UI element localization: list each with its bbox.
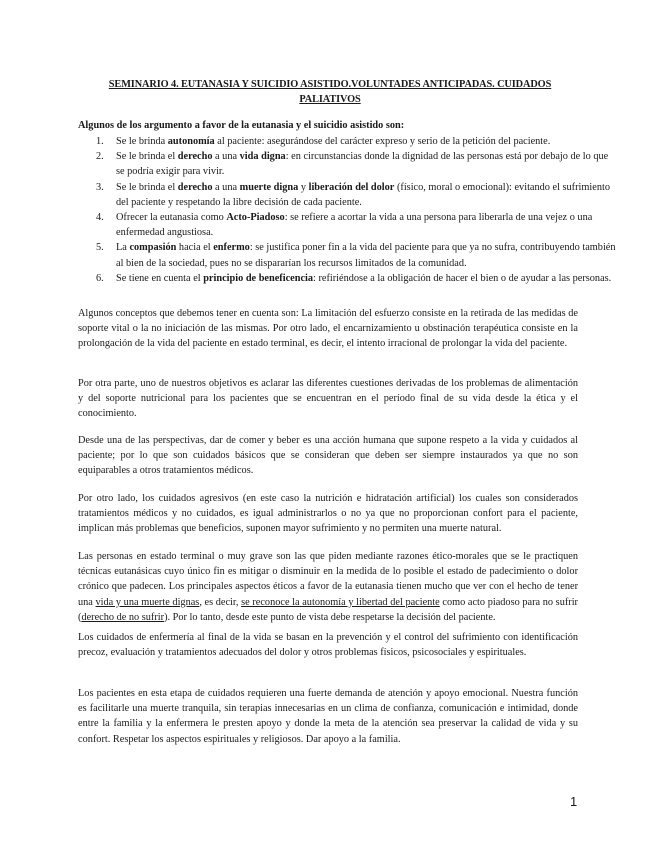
bold-term: Acto-Piadoso [226, 212, 285, 224]
text: La [116, 242, 130, 254]
section-heading: Algunos de los argumento a favor de la eutanasia y el suicidio asistido son: [78, 120, 405, 131]
paragraph-concepts: Algunos conceptos que debemos tener en cuenta son: La limitación del esfuerzo consiste en la retirada de las medidas de soporte vital o la no iniciación de las mismas. Por otro lado, el encarnizamiento u obstinación terapéutica consiste en la prolongación de la vida del paciente en estado terminal, es decir, el intento irracional de prolongar la vida del paciente. [78, 308, 578, 350]
paragraph-terminal-patients [78, 549, 578, 625]
text: Se le brinda el [116, 151, 178, 163]
text: a una [212, 151, 240, 163]
text: : se refiere a acortar la vida a una persona para liberarla de una vejez o una enfermedad angustiosa. [116, 212, 593, 239]
list-item [96, 271, 616, 286]
text: a una [212, 181, 240, 193]
bold-term: autonomía [167, 136, 215, 147]
list-number: 1. [96, 136, 104, 147]
bold-term: principio de beneficencia [203, 272, 314, 284]
text: al paciente: asegurándose del carácter expreso y serio de la petición del paciente. [214, 136, 551, 147]
text: Se tiene en cuenta el [116, 272, 204, 284]
text: : refiriéndose a la obligación de hacer el bien o de ayudar a las personas. [313, 272, 612, 284]
underlined-text: derecho de no sufrir [81, 611, 165, 623]
paragraph-patient-support: Los pacientes en esta etapa de cuidados requieren una fuerte demanda de atención y apoyo emocional. Nuestra función es facilitarle una muerte tranquila, sin terapias innecesarias en un clima de confianza, comunicación e intimidad, donde entre la familia y la enfermera le presten apoyo y donde la meta de la atención sea preservar la calidad de vida y su confort. Respetar los aspectos espirituales y religiosos. Dar apoyo a la familia. [78, 688, 578, 745]
list-item [96, 134, 616, 149]
bold-term: derecho [177, 181, 213, 193]
bold-term: liberación del dolor [308, 181, 395, 193]
list-number: 3. [96, 181, 104, 193]
text: y [298, 181, 309, 193]
text: : en circunstancias donde la dignidad de las personas está por debajo de lo que se podría exigir para vivir. [116, 151, 609, 178]
bold-term: enfermo [213, 242, 250, 254]
list-number: 5. [96, 242, 104, 254]
text: Se le brinda el [116, 181, 178, 193]
bold-term: vida digna [239, 151, 286, 163]
list-item [96, 240, 616, 270]
underlined-text: se reconoce la autonomía y libertad del paciente [241, 596, 440, 608]
paragraph-objectives: Por otra parte, uno de nuestros objetivos es aclarar las diferentes cuestiones derivadas de los problemas de alimentación y del soporte nutricional para los pacientes que se encuentran en el período final de su vida desde la ética y el conocimiento. [78, 378, 578, 420]
page-number: 1 [570, 794, 578, 809]
paragraph-perspectives: Desde una de las perspectivas, dar de comer y beber es una acción humana que supone respeto a la vida y cuidados al paciente; por lo que son cuidados básicos que se consideran que deben ser siempre instaurados ya que no son equiparables a otros tratamientos médicos. [78, 435, 578, 477]
text: ). Por lo tanto, desde este punto de vista debe respetarse la decisión del paciente. [164, 611, 496, 623]
text: Ofrecer la eutanasia como [116, 212, 227, 224]
underlined-text: vida y una muerte dignas [95, 596, 200, 608]
paragraph-aggressive-care: Por otro lado, los cuidados agresivos (en este caso la nutrición e hidratación artificial) los cuales son considerados tratamientos médicos y no cuidados, es igual administrarlos o no ya que no proporcionan confort para el paciente, implican más problemas que beneficios, suponen mayor sufrimiento y no permiten una muerte natural. [78, 493, 578, 535]
title-line-2: PALIATIVOS [299, 93, 361, 105]
text: Las personas en estado terminal o muy grave son las que piden mediante razones ético-morales que se le practiquen técnicas eutanásicas cuyo único fin es mitigar o disminuir en la medida de lo posible el estado de padecimiento o dolor crónico que padecen. Los principales aspectos éticos a favor de la eutanasia tienen mucho que ver con el hecho de tener una [78, 551, 578, 608]
bold-term: derecho [177, 151, 213, 163]
arguments-list [78, 134, 616, 286]
list-item [96, 180, 616, 210]
list-item [96, 210, 616, 240]
list-number: 4. [96, 212, 104, 224]
page-title [70, 78, 590, 107]
title-line-1: SEMINARIO 4. EUTANASIA Y SUICIDIO ASISTIDO.VOLUNTADES ANTICIPADAS. CUIDADOS [108, 79, 552, 90]
text: , es decir, [199, 596, 242, 608]
bold-term: muerte digna [239, 181, 299, 193]
text: hacia el [176, 242, 214, 254]
text: (físico, moral o emocional): evitando el sufrimiento del paciente y respetando la libre decisión de cada paciente. [116, 181, 610, 208]
text: : se justifica poner fin a la vida del paciente para que ya no sufra, contribuyendo también al bien de la sociedad, pues no se dispararían los recursos limitados de la comunidad. [116, 242, 616, 269]
text: como acto piadoso para no sufrir ( [78, 596, 578, 623]
list-item [96, 149, 616, 179]
bold-term: compasión [129, 242, 177, 254]
text: Se le brinda [116, 136, 168, 147]
list-number: 6. [96, 272, 104, 284]
list-number: 2. [96, 151, 104, 163]
paragraph-nursing-care: Los cuidados de enfermería al final de la vida se basan en la prevención y el control del sufrimiento con identificación precoz, evaluación y tratamientos adecuados del dolor y otros problemas físicos, psicosociales y espirituales. [78, 632, 578, 659]
